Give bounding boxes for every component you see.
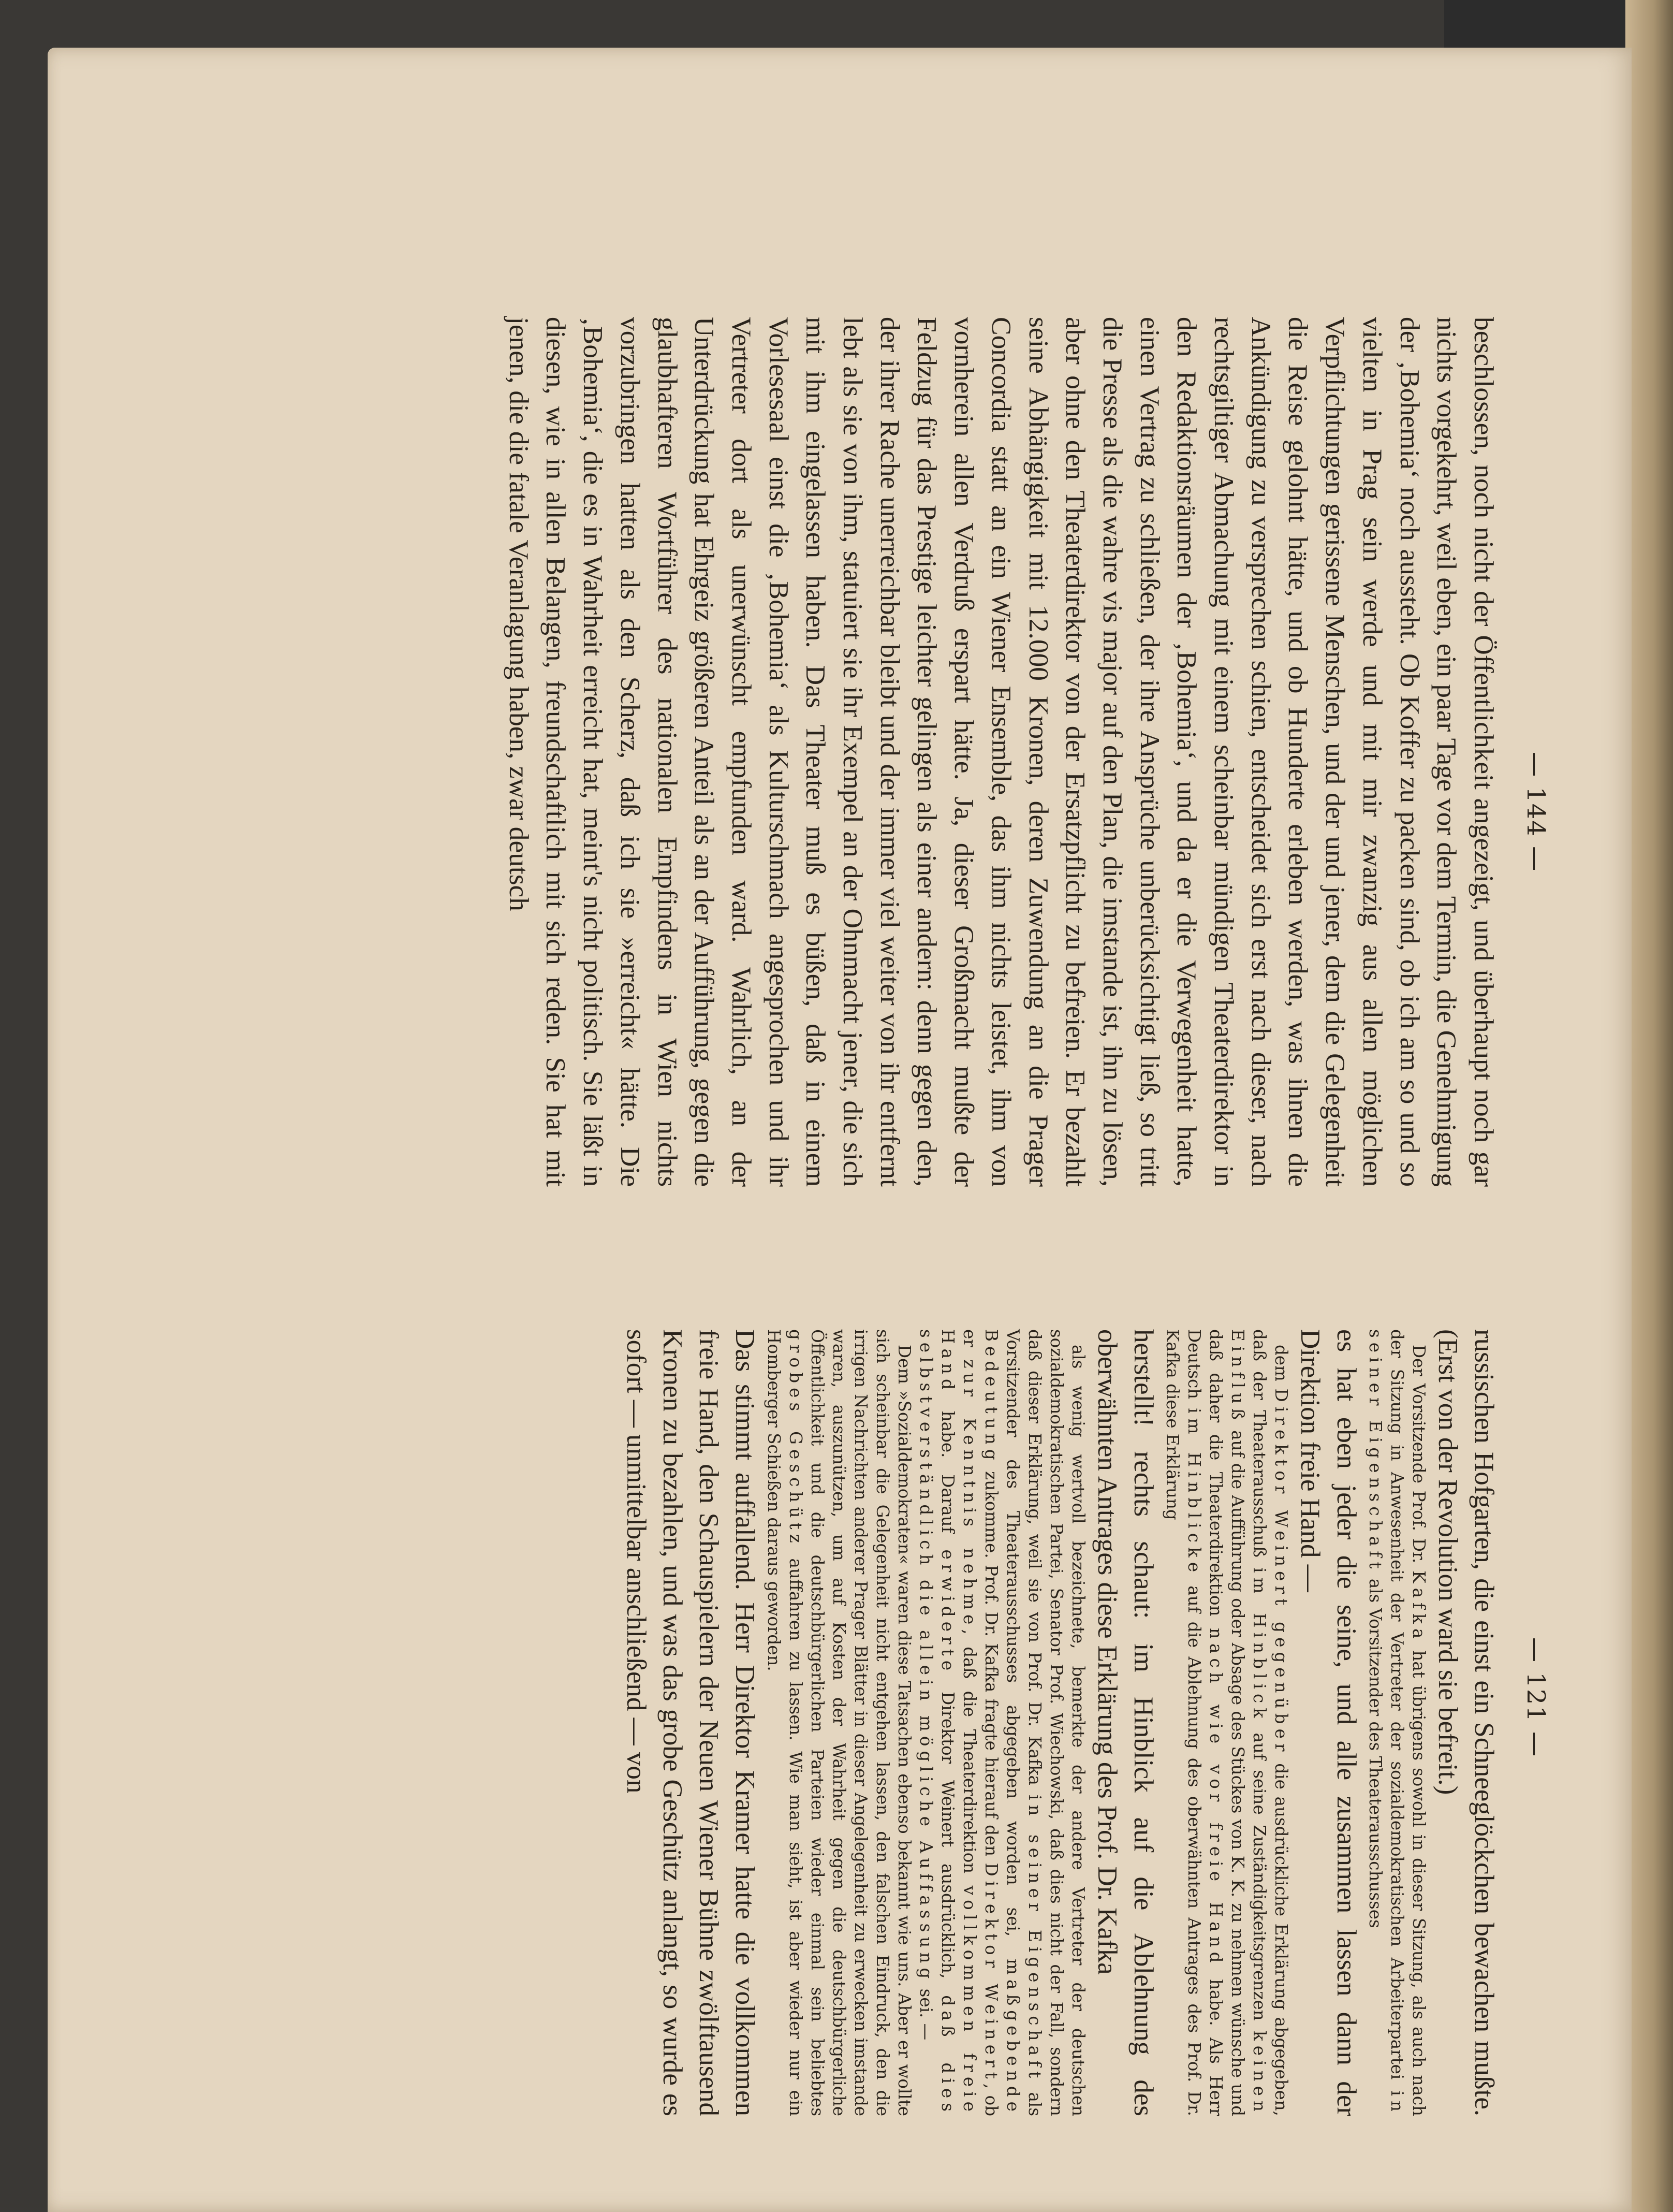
emphasis-text: vollkommen freie Hand: [938, 1329, 979, 2117]
emphasis-text: keinen Einfluß: [1228, 1329, 1269, 2116]
note-text: auffahren zu lassen. Wie man sieht, ist aber wieder nur ein Homberger Schießen daraus geworden.: [764, 1329, 805, 2117]
rotated-page-content: [322, 265, 1554, 2181]
emphasis-text: Kafka: [1409, 1570, 1429, 1643]
paragraph: russischen Hofgarten, die einst ein Schneeglöckchen bewachen mußte. (Erst von der Revolution ward sie befreit.): [1433, 1329, 1499, 2116]
quoted-note: [915, 1329, 1089, 2116]
page-number-right: — 121 —: [1521, 1637, 1550, 1758]
emphasis-text: nach wie vor freie Hand: [1206, 1627, 1226, 1968]
book-binding-edge: [1625, 0, 1673, 2212]
note-text: Dem »Sozialdemokraten« waren diese Tatsachen ebenso bekannt wie uns. Aber er wollte sich scheinbar die Gelegenheit nicht entgehen lassen, den falschen Eindruck, den die irrigen Nachrichten anderer Prager Blätter in dieser Angelegenheit zu erwecken imstande waren, auszunützen, um auf Kosten der Wahrheit gegen die deutschbürgerliche Öffentlichkeit und die deutschbürgerlichen Parteien wieder einmal sein beliebtes: [808, 1329, 914, 2116]
note-text: sei. —: [916, 1983, 936, 2041]
emphasis-text: Direktor Weinert gegenüber: [1271, 1388, 1291, 1756]
book-page: [48, 48, 1632, 2212]
emphasis-text: erwiderte: [938, 1549, 958, 1676]
note-text: auf die Ablehnung des oberwähnten Antrages des Prof. Dr. Kafka diese Erklärung: [1163, 1329, 1204, 2116]
note-text: auf seine Zuständigkeitsgrenzen: [1250, 1723, 1269, 2031]
note-text: als Vorsitzender des Theaterausschusses: [1366, 1573, 1385, 1928]
note-text: die ausdrückliche Erklärung abgegeben, daß der Theaterausschuß: [1250, 1329, 1291, 2116]
note-text: Direktor Weinert ausdrücklich,: [938, 1675, 958, 1996]
emphasis-text: daß dies selbstverständlich die allein mögliche Auffassung: [916, 1329, 958, 2116]
note-text: habe. Darauf: [938, 1394, 958, 1550]
emphasis-text: im Hinblicke: [1184, 1408, 1204, 1577]
note-text: , daß die Theaterdirektion: [960, 1629, 979, 1886]
note-text: dem: [1271, 1345, 1291, 1389]
left-text-column: beschlossen, noch nicht der Öffentlichkeit angezeigt, und überhaupt noch gar nichts vorgekehrt, weil eben, ein paar Tage vor dem Termin, die Genehmigung der ‚Bohemia‘ noch aussteht. Ob Koffer zu packen sind, ob ich am so und so vielten in Prag sein werde und mit mir zwanzig aus allen möglichen Verpflichtungen gerissene Menschen, und der und jener, dem die Gelegenheit die Reise gelohnt hätte, und ob Hunderte erleben werden, was ihnen die Ankündigung zu versprechen schien, entscheidet sich erst nach dieser, nach rechtsgiltiger Abmachung mit einem scheinbar mündigen Theaterdirektor in den Redaktionsräumen der ‚Bohemia‘, und da er die Verwegenheit hatte, einen Vertrag zu schließen, der ihre Ansprüche unberücksichtigt ließ, so tritt die Presse als die wahre vis major auf den Plan, die imstande ist, ihn zu lösen, aber ohne den Theaterdirektor von der Ersatzpflicht zu befreien. Er bezahlt seine Abhängigkeit mit 12.000 Kronen, deren Zuwendung an die Prager Concordia statt an ein Wiener Ensemble, das ihm nichts leistet, ihm von vornherein allen Verdruß erspart hätte. Ja, dieser Großmacht mußte der Feldzug für das Prestige leichter gelingen als einer andern: denn gegen den, der ihrer Rache unerreichbar bleibt und der immer viel weiter von ihr entfernt lebt als sie von ihm, statuiert sie ihr Exempel an der Ohnmacht jener, die sich mit ihm eingelassen haben. Das Theater muß es büßen, daß in einem Vorlesesaal einst die ‚Bohemia‘ als Kulturschmach angesprochen und ihr Vertreter dort als unerwünscht empfunden ward. Wahrlich, an der Unterdrückung hat Ehrgeiz größeren Anteil als an der Aufführung, gegen die glaubhafteren Wortführer des nationalen Empfindens in Wien nichts vorzubringen hatten als den Scherz, daß ich sie »erreicht« hätte. Die ‚Bohemia‘, die es in Wahrheit erreicht hat, meint's nicht politisch. Sie läßt in diesen, wie in allen Belangen, freundschaftlich mit sich reden. Sie hat mit jenen, die die fatale Veranlagung haben, zwar deutsch: [503, 317, 1500, 1187]
paragraph: Das stimmt auffallend. Herr Direktor Kramer hatte die vollkommen freie Hand, den Schauspielern der Neuen Wiener Bühne zwölftausend Kronen zu bezahlen, und was das grobe Geschütz anlangt, so wurde es sofort — unmittelbar anschließend — von: [621, 1329, 760, 2116]
emphasis-text: in seiner Eigenschaft: [1366, 1329, 1407, 2116]
emphasis-text: zur Kenntnis nehme: [960, 1359, 979, 1629]
note-text: hat übrigens sowohl in dieser Sitzung, als auch nach der Sitzung in Anwesenheit der Vertreter der sozialdemokratischen Arbeiterpartei: [1387, 1329, 1429, 2116]
emphasis-text: Direktor Weinert: [981, 1862, 1001, 2084]
paragraph: herstellt! rechts schaut: im Hinblick auf die Ablehnung des oberwähnten Antrages diese Erklärung des Prof. Dr. Kafka: [1092, 1329, 1158, 2116]
emphasis-text: maßgebende Bedeutung: [981, 1329, 1023, 2116]
emphasis-text: im Hinblick: [1250, 1567, 1269, 1723]
quoted-note: [1162, 1329, 1292, 2116]
quoted-note: [763, 1329, 915, 2116]
paragraph: es hat eben jeder die seine, und alle zusammen lassen dann der Direktion freie Hand —: [1295, 1329, 1361, 2116]
emphasis-text: in seiner Eigenschaft: [1025, 1795, 1045, 2083]
note-text: auf die Aufführung oder Absage des Stückes von K. K. zu nehmen wünsche und daß daher die Theaterdirektion: [1206, 1329, 1248, 2116]
emphasis-text: grobes Geschütz: [786, 1329, 805, 1548]
note-text: , ob er: [960, 1329, 1001, 2116]
note-text: als wenig wertvoll bezeichnete, bemerkte der andere Vertreter der deutschen sozialdemokratischen Partei, Senator Prof. Wiechowski, daß dies nicht der Fall, sondern daß dieser Erklärung, weil sie von Prof. Dr. Kafka: [1025, 1329, 1088, 2116]
note-text: habe. Als Herr Deutsch: [1184, 1329, 1226, 2116]
quoted-note: [1364, 1329, 1430, 2116]
right-text-column: [621, 1329, 1502, 2117]
note-text: zukomme. Prof. Dr. Kafka fragte hierauf den: [981, 1464, 1001, 1863]
note-text: als Vorsitzender des Theaterausschusses abgegeben worden sei,: [1003, 1329, 1045, 2116]
note-text: Der Vorsitzende Prof. Dr.: [1409, 1345, 1429, 1571]
page-number-left: — 144 —: [1521, 752, 1550, 872]
